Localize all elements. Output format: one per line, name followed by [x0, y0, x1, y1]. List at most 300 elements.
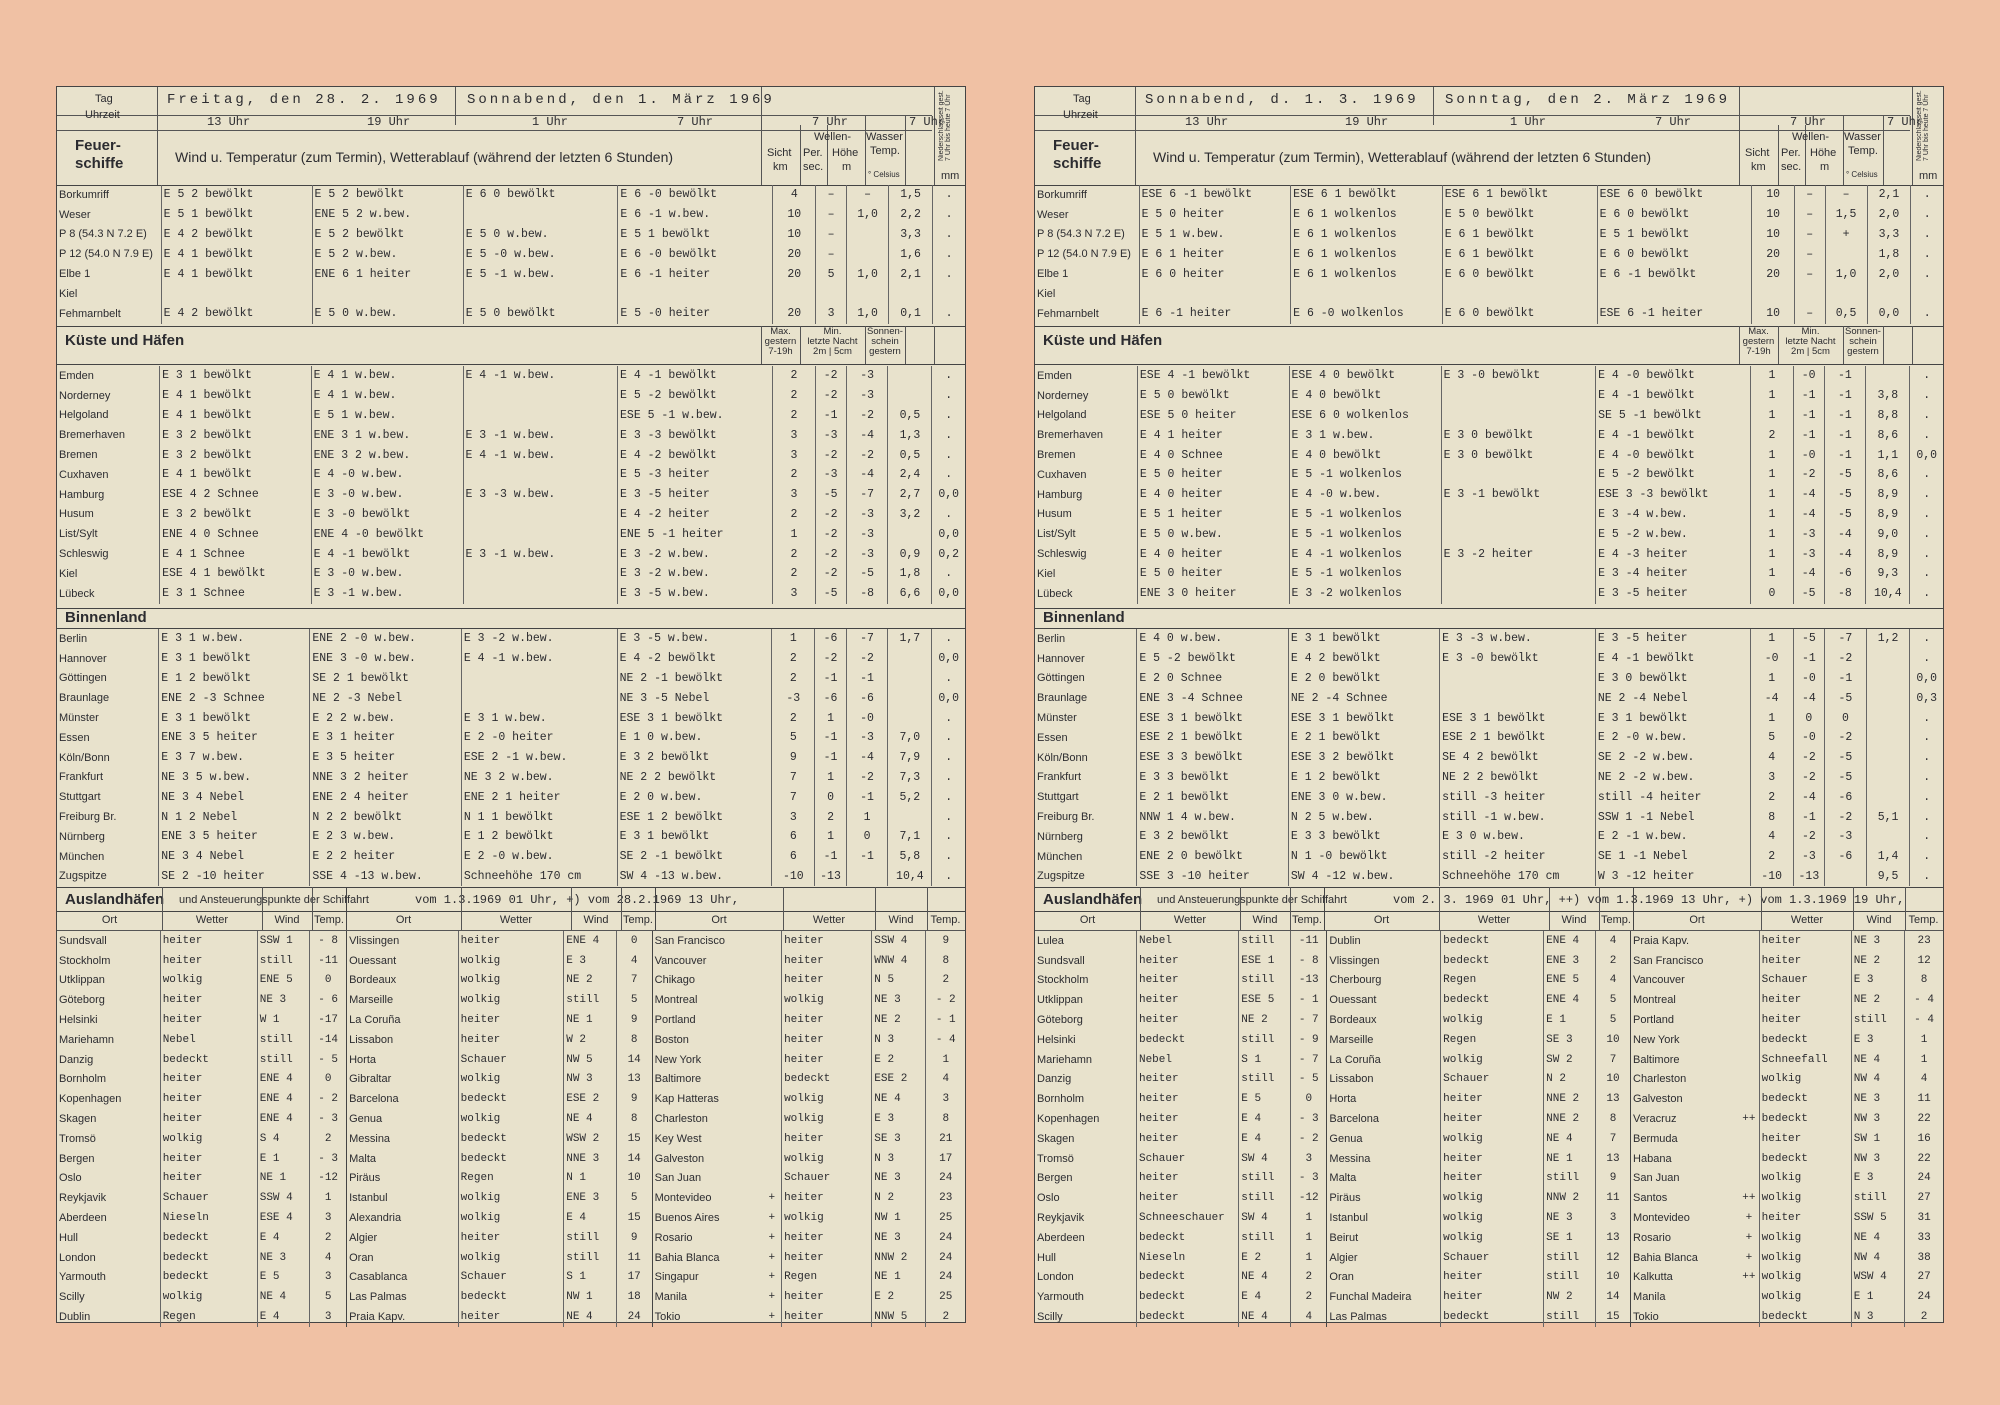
binnen-value-cell: .: [932, 787, 965, 807]
ausl-wetter-cell: Regen: [1441, 971, 1544, 991]
binnen-value-cell: [1866, 728, 1910, 748]
feuer-value-cell: [161, 284, 312, 304]
ausl-temp-cell: 0: [616, 931, 652, 951]
max-label: Max.: [1748, 326, 1769, 337]
feuer-value-cell: 3,3: [889, 225, 933, 245]
ausl-mark-cell: [1739, 1287, 1759, 1307]
feuer-value-cell: 2,1: [1867, 185, 1911, 205]
ausl-wind-cell: E 1: [257, 1149, 309, 1169]
ausl-ort-cell: Charleston: [652, 1109, 762, 1129]
kuste-value-cell: E 3 -5 heiter: [618, 485, 773, 505]
feuer-value-cell: E 6 1 wolkenlos: [1291, 244, 1443, 264]
feuer-value-cell: .: [933, 244, 965, 264]
ausl-ort-cell: Vlissingen: [347, 931, 459, 951]
kuste-value-cell: -7: [846, 485, 888, 505]
ausl-ort-cell: Galveston: [1631, 1089, 1740, 1109]
feuer-value-cell: E 6 1 wolkenlos: [1291, 264, 1443, 284]
ausl-wind-cell: still: [1544, 1307, 1596, 1327]
feuer-row: [57, 264, 965, 284]
binnen-value-cell: .: [932, 748, 965, 768]
kuste-value-cell: .: [1910, 366, 1943, 386]
kuste-value-cell: .: [932, 505, 965, 525]
kuste-value-cell: .: [1910, 524, 1943, 544]
kuste-value-cell: -5: [1824, 505, 1866, 525]
feuer-value-cell: [312, 284, 463, 304]
ausl-temp-cell: 12: [1595, 1248, 1630, 1268]
ausl-ort-cell: Tromsö: [1037, 1152, 1074, 1165]
feuer-value-cell: E 6 -0 wolkenlos: [1291, 304, 1443, 324]
ausl-wind-cell: still: [564, 990, 616, 1010]
feuer-value-cell: 10: [773, 205, 816, 225]
kuste-value-cell: E 4 1 bewölkt: [160, 465, 312, 485]
feuer-value-cell: [1291, 284, 1443, 304]
kuste-value-cell: -2: [815, 386, 846, 406]
feuer-value-cell: 2,1: [889, 264, 933, 284]
ausl-row: [1035, 1228, 1943, 1248]
binnen-station-cell: Berlin: [1037, 632, 1066, 645]
kuste-value-cell: -1: [1824, 445, 1866, 465]
ausl-mark-cell: [1739, 1010, 1759, 1030]
kuste-value-cell: -1: [1793, 406, 1824, 426]
binnen-value-cell: E 3 -0 bewölkt: [1440, 649, 1596, 669]
ausl-temp-cell: 24: [926, 1248, 965, 1268]
ausl-ort-cell: Boston: [652, 1030, 762, 1050]
binnen-value-cell: NNW 1 4 w.bew.: [1137, 807, 1289, 827]
feuer-value-cell: [618, 284, 773, 304]
ausl-temp-cell: 13: [1595, 1149, 1630, 1169]
ausl-wind-cell: NE 4: [1851, 1228, 1904, 1248]
feuer-value-cell: –: [1794, 185, 1825, 205]
ausl-wetter-cell: wolkig: [1441, 1188, 1544, 1208]
ausl-wind-cell: NE 4: [1239, 1307, 1291, 1327]
binnen-value-cell: -4: [1793, 688, 1825, 708]
feuer-station-cell: Weser: [1037, 208, 1069, 221]
ausl-wind-cell: still: [1239, 1188, 1291, 1208]
binnen-value-cell: 0,3: [1910, 688, 1943, 708]
ausl-mark-cell: ++: [1742, 1113, 1756, 1126]
ausl-wetter-cell: Schauer: [1759, 971, 1851, 991]
binnen-value-cell: 5: [772, 728, 815, 748]
ausl-wetter-cell: heiter: [160, 931, 257, 951]
ausl-temp-cell: -12: [310, 1169, 347, 1189]
kuste-row: [57, 505, 965, 525]
ausl-temp-cell: 2: [1291, 1287, 1327, 1307]
kuste-value-cell: 1: [1751, 406, 1793, 426]
ausl-temp-cell: 2: [926, 1307, 965, 1327]
ausl-ort-cell: Scilly: [59, 1291, 85, 1304]
ausl-wind-cell: ENE 3: [564, 1188, 616, 1208]
ausl-temp-cell: 23: [926, 1188, 965, 1208]
ausl-ort-cell: Chikago: [652, 971, 762, 991]
ausl-wind-cell: N 3: [872, 1149, 926, 1169]
kuste-value-cell: [463, 505, 618, 525]
ausl-ort-cell: Piräus: [1327, 1188, 1441, 1208]
ausl-wind-cell: WSW 4: [1851, 1268, 1904, 1288]
ausl-wetter-cell: bedeckt: [458, 1129, 564, 1149]
mm-label: mm: [941, 170, 960, 182]
ausl-wind-cell: E 4: [1239, 1129, 1291, 1149]
uhrzeit-label: Uhrzeit: [85, 109, 120, 121]
binnen-value-cell: Schneehöhe 170 cm: [1440, 867, 1596, 887]
feuer-value-cell: –: [816, 225, 847, 245]
binnen-value-cell: -1: [815, 728, 847, 748]
binnen-station-cell: Göttingen: [59, 672, 107, 685]
kuste-value-cell: E 4 1 bewölkt: [160, 406, 312, 426]
binnen-value-cell: [846, 867, 887, 887]
feuer-value-cell: 2,0: [1867, 264, 1911, 284]
ausl-wetter-cell: heiter: [782, 1030, 872, 1050]
ausl-temp-cell: 16: [1905, 1129, 1943, 1149]
kuste-row: [57, 544, 965, 564]
kuste-value-cell: E 5 0 bewölkt: [1137, 386, 1289, 406]
ausl-ort-cell: Las Palmas: [347, 1287, 459, 1307]
ausl-wind-cell: NE 2: [1239, 1010, 1291, 1030]
ausl-row: [57, 990, 965, 1010]
feuer-value-cell: 20: [1752, 264, 1794, 284]
ausl-wind-cell: NE 1: [564, 1010, 616, 1030]
ausl-wind-cell: N 5: [872, 971, 926, 991]
kuste-value-cell: ENE 3 2 w.bew.: [311, 445, 463, 465]
ausl-wetter-cell: heiter: [160, 1149, 257, 1169]
ausl-temp-cell: 14: [1595, 1287, 1630, 1307]
ausl-wind-cell: NW 3: [564, 1070, 616, 1090]
feuer-value-cell: [1794, 284, 1825, 304]
binnen-value-cell: E 3 2 bewölkt: [1137, 827, 1289, 847]
feuer-value-cell: E 6 0 bewölkt: [1597, 244, 1752, 264]
ausl-wetter-cell: Regen: [1441, 1030, 1544, 1050]
kuste-value-cell: 3,2: [888, 505, 932, 525]
ausl-temp-cell: - 4: [1905, 1010, 1943, 1030]
binnen-value-cell: [1866, 708, 1910, 728]
date-2: Sonnabend, den 1. März 1969: [467, 92, 775, 108]
feuer-station-cell: Borkumriff: [59, 188, 109, 201]
feuer-value-cell: E 5 1 w.bew.: [1139, 225, 1291, 245]
ausl-wetter-cell: heiter: [160, 1089, 257, 1109]
ausl-temp-cell: -11: [310, 951, 347, 971]
ausl-wetter-cell: wolkig: [458, 1070, 564, 1090]
ausl-wetter-cell: Schauer: [458, 1268, 564, 1288]
ausl-ort-cell: Skagen: [1037, 1132, 1075, 1145]
ausl-wetter-cell: bedeckt: [1136, 1287, 1238, 1307]
ausl-temp-cell: 11: [616, 1248, 652, 1268]
col-temp-2: Temp.: [1601, 914, 1631, 926]
binnen-value-cell: 7,0: [888, 728, 932, 748]
ausl-wind-cell: NE 3: [872, 1228, 926, 1248]
ausl-ort-cell: Marseille: [347, 990, 459, 1010]
ausl-ort-cell: Oslo: [1037, 1192, 1060, 1205]
feuer-value-cell: .: [933, 304, 965, 324]
binnen-value-cell: NE 3 4 Nebel: [159, 787, 310, 807]
ausl-ort-cell: Veracruz: [1631, 1109, 1740, 1129]
ausl-wetter-cell: heiter: [1441, 1109, 1544, 1129]
ausl-mark-cell: +: [768, 1251, 776, 1264]
auslandhafen-section: [1034, 887, 1944, 1323]
kuste-value-cell: 10,4: [1866, 584, 1910, 604]
ausl-mark-cell: +: [768, 1291, 776, 1304]
ausl-temp-cell: 0: [310, 971, 347, 991]
ausl-row: [57, 931, 965, 951]
binnen-value-cell: ENE 2 0 bewölkt: [1137, 847, 1289, 867]
ausl-wind-cell: SE 3: [1544, 1030, 1596, 1050]
ausl-temp-cell: 7: [1595, 1050, 1630, 1070]
kuste-value-cell: E 4 1 Schnee: [160, 544, 312, 564]
kuste-value-cell: E 3 -0 w.bew.: [311, 564, 463, 584]
binnen-value-cell: -6: [815, 629, 847, 649]
kuste-value-cell: .: [1910, 485, 1943, 505]
ausl-wetter-cell: bedeckt: [1441, 990, 1544, 1010]
binnen-value-cell: 7,1: [888, 827, 932, 847]
schiffe-label: schiffe: [75, 155, 124, 172]
binnen-value-cell: 5,1: [1866, 807, 1910, 827]
ausl-ort-cell: Danzig: [1037, 1073, 1072, 1086]
binnen-value-cell: E 2 0 w.bew.: [617, 787, 772, 807]
kuste-value-cell: .: [1910, 406, 1943, 426]
ausl-mark-cell: [762, 971, 781, 991]
ausl-row: [57, 1129, 965, 1149]
binnen-row: [57, 847, 965, 867]
ausl-wetter-cell: wolkig: [458, 971, 564, 991]
ausl-ort-cell: Göteborg: [59, 994, 105, 1007]
ausl-temp-cell: 3: [926, 1089, 965, 1109]
ausl-wetter-cell: Nebel: [1136, 931, 1238, 951]
ausl-temp-cell: - 1: [926, 1010, 965, 1030]
kuste-station-cell: Norderney: [59, 389, 111, 402]
ausl-temp-cell: 33: [1905, 1228, 1943, 1248]
kuste-value-cell: -2: [815, 544, 846, 564]
binnen-value-cell: [1440, 688, 1596, 708]
ausl-wetter-cell: bedeckt: [1136, 1268, 1238, 1288]
binnen-value-cell: -2: [1825, 649, 1866, 669]
binnen-value-cell: -1: [1793, 807, 1825, 827]
min-nacht: letzte Nacht: [1785, 336, 1836, 347]
binnen-value-cell: .: [1910, 847, 1943, 867]
binnen-value-cell: SE 4 2 bewölkt: [1440, 748, 1596, 768]
kuste-value-cell: .: [932, 425, 965, 445]
feuer-value-cell: ESE 6 1 bewölkt: [1442, 185, 1597, 205]
kuste-value-cell: 8,9: [1866, 485, 1910, 505]
feuer-value-cell: [1911, 284, 1943, 304]
binnen-value-cell: .: [932, 807, 965, 827]
ausl-ort-cell: Algier: [347, 1228, 459, 1248]
feuer-station-cell: Kiel: [1037, 287, 1056, 300]
binnen-value-cell: -2: [846, 768, 887, 788]
binnen-station-cell: Hannover: [1037, 652, 1085, 665]
kuste-value-cell: [463, 584, 618, 604]
binnen-value-cell: .: [1910, 787, 1943, 807]
min-2m: 2m: [813, 346, 827, 357]
kuste-row: [1035, 505, 1943, 525]
feuer-station-cell: P 12 (54.0 N 7.9 E): [59, 248, 153, 261]
kuste-value-cell: E 3 -0 bewölkt: [311, 505, 463, 525]
ausl-wind-cell: NE 2: [1851, 990, 1904, 1010]
ausl-mark-cell: +: [768, 1271, 776, 1284]
ausl-temp-cell: 10: [1595, 1268, 1630, 1288]
ausl-ort-cell: Helsinki: [59, 1014, 98, 1027]
ausl-temp-cell: 17: [926, 1149, 965, 1169]
ausl-mark-cell: +: [768, 1311, 776, 1324]
ausl-temp-cell: -11: [1291, 931, 1327, 951]
ausl-ort-cell: Vancouver: [652, 951, 762, 971]
feuer-station-cell: Borkumriff: [1037, 188, 1087, 201]
feuer-row: [1035, 244, 1943, 264]
kuste-value-cell: E 4 -1 wolkenlos: [1289, 544, 1441, 564]
ausl-wetter-cell: wolkig: [458, 1109, 564, 1129]
ausl-row: [57, 1307, 965, 1327]
ausl-ort-cell: Aberdeen: [59, 1212, 107, 1225]
binnen-row: [57, 787, 965, 807]
max-hours: 7-19h: [1746, 346, 1771, 357]
feuer-value-cell: +: [1825, 225, 1867, 245]
feuer-value-cell: E 6 -1 w.bew.: [618, 205, 773, 225]
ausl-row: [1035, 1050, 1943, 1070]
kuste-value-cell: -8: [846, 584, 888, 604]
kuste-value-cell: .: [1910, 564, 1943, 584]
binnen-value-cell: SE 2 -2 w.bew.: [1595, 748, 1750, 768]
feuer-value-cell: E 6 -1 heiter: [1139, 304, 1291, 324]
col-wetter-1: Wetter: [1173, 914, 1207, 926]
binnen-value-cell: -0: [1793, 669, 1825, 689]
binnen-value-cell: -3: [846, 728, 887, 748]
feuer-value-cell: E 6 0 bewölkt: [1442, 304, 1597, 324]
time-5: 7 Uhr: [1790, 115, 1827, 129]
ausl-wetter-cell: heiter: [1441, 1169, 1544, 1189]
ausl-row: [1035, 1268, 1943, 1288]
binnen-value-cell: NE 2 2 bewölkt: [617, 768, 772, 788]
binnen-value-cell: [1825, 867, 1866, 887]
binnen-row: [1035, 649, 1943, 669]
kuste-value-cell: 0,0: [1910, 445, 1943, 465]
kuste-value-cell: -5: [815, 485, 846, 505]
binnen-value-cell: ESE 3 3 bewölkt: [1137, 748, 1289, 768]
ausl-wind-cell: still: [1239, 931, 1291, 951]
feuer-value-cell: 0,1: [889, 304, 933, 324]
ausl-wind-cell: E 3: [1851, 1169, 1904, 1189]
kuste-value-cell: ENE 3 1 w.bew.: [311, 425, 463, 445]
hohe-label: Höhe: [832, 147, 859, 159]
binnen-value-cell: E 5 -2 bewölkt: [1137, 649, 1289, 669]
kuste-value-cell: 2: [773, 564, 815, 584]
ausl-ort-cell: Piräus: [347, 1169, 459, 1189]
kuste-value-cell: E 3 1 w.bew.: [1289, 425, 1441, 445]
feuer-value-cell: ESE 6 -1 bewölkt: [1139, 185, 1291, 205]
kuste-station-cell: Helgoland: [59, 409, 109, 422]
ausl-temp-cell: 5: [1595, 990, 1630, 1010]
binnen-value-cell: -7: [846, 629, 887, 649]
ausl-ort-cell: Rosario: [1631, 1228, 1740, 1248]
time-1: 13 Uhr: [207, 115, 251, 129]
kuste-value-cell: -1: [815, 406, 846, 426]
binnen-value-cell: 2: [1750, 847, 1793, 867]
binnen-value-cell: -1: [815, 748, 847, 768]
binnen-value-cell: 2: [1750, 787, 1793, 807]
binnen-value-cell: 1: [1750, 629, 1793, 649]
ausl-temp-cell: 24: [926, 1228, 965, 1248]
kuste-value-cell: 0,0: [932, 584, 965, 604]
ausl-wetter-cell: heiter: [782, 971, 872, 991]
binnen-value-cell: [1866, 768, 1910, 788]
binnen-station-cell: Braunlage: [1037, 692, 1088, 705]
col-wetter-3: Wetter: [812, 914, 846, 926]
ausl-row: [1035, 990, 1943, 1010]
binnen-value-cell: 1: [815, 827, 847, 847]
ausl-temp-cell: 11: [1905, 1089, 1943, 1109]
binnen-row: [57, 669, 965, 689]
binnen-value-cell: 9: [772, 748, 815, 768]
kuste-station-cell: Norderney: [1037, 389, 1089, 402]
ausl-subtitle: und Ansteuerungspunkte der Schiffahrt: [1157, 894, 1347, 906]
ausl-wind-cell: N 2: [1544, 1070, 1596, 1090]
ausl-temp-cell: 5: [310, 1287, 347, 1307]
binnen-value-cell: E 4 2 bewölkt: [1288, 649, 1439, 669]
col-ort-3: Ort: [1689, 914, 1705, 926]
ausl-mark-cell: [1739, 1050, 1759, 1070]
binnen-value-cell: ENE 3 5 heiter: [159, 728, 310, 748]
col-ort-3: Ort: [711, 914, 727, 926]
ausl-row: [57, 1248, 965, 1268]
binnen-value-cell: -3: [1825, 827, 1866, 847]
binnen-value-cell: ENE 3 5 heiter: [159, 827, 310, 847]
binnen-value-cell: .: [1910, 728, 1943, 748]
kuste-value-cell: E 3 0 bewölkt: [1441, 445, 1596, 465]
time-3: 1 Uhr: [1510, 115, 1547, 129]
binnen-value-cell: NE 2 2 bewölkt: [1440, 768, 1596, 788]
ausl-wetter-cell: wolkig: [160, 1129, 257, 1149]
kuste-station-cell: Schleswig: [1037, 548, 1087, 561]
kuste-value-cell: E 3 -0 bewölkt: [1441, 366, 1596, 386]
uhrzeit-label: Uhrzeit: [1063, 109, 1098, 121]
kuste-row: [57, 564, 965, 584]
feuer-value-cell: .: [1911, 225, 1943, 245]
tag-label: Tag: [1073, 93, 1091, 105]
kuste-title: Küste und Häfen: [65, 332, 185, 349]
binnen-value-cell: SE 2 1 bewölkt: [310, 669, 462, 689]
kuste-station-cell: Cuxhaven: [1037, 468, 1087, 481]
col-wind-2: Wind: [583, 914, 609, 926]
ausl-temp-cell: 4: [1905, 1070, 1943, 1090]
ausl-wind-cell: E 5: [257, 1268, 309, 1288]
col-wetter-1: Wetter: [195, 914, 229, 926]
feuer-value-cell: [1442, 284, 1597, 304]
ausl-temp-cell: - 4: [1905, 990, 1943, 1010]
ausl-ort-cell: Hull: [59, 1231, 78, 1244]
binnen-value-cell: 2: [772, 708, 815, 728]
binnen-row: [1035, 807, 1943, 827]
binnen-value-cell: -2: [1793, 827, 1825, 847]
ausl-ort-cell: Bordeaux: [1327, 1010, 1441, 1030]
ausl-wetter-cell: Schauer: [458, 1050, 564, 1070]
sicht-label: Sicht: [1745, 147, 1770, 159]
binnen-row: [1035, 768, 1943, 788]
ausl-temp-cell: - 5: [1291, 1070, 1327, 1090]
kuste-value-cell: 0,0: [932, 485, 965, 505]
binnen-row: [57, 768, 965, 788]
ausl-temp-cell: 3: [1291, 1149, 1327, 1169]
binnen-value-cell: .: [1910, 748, 1943, 768]
binnen-value-cell: E 2 2 w.bew.: [310, 708, 462, 728]
kuste-section: Küste und Häfen Max. gestern 7-19h Min. letzte Nacht 2m | 5cm Sonnen- schein gestern Emden E 3 1 bewölkt E 4 1 w.bew. E 4 -1 w.bew. E 4 -1 bewölkt 2 -2 -3 . Norderney E 4 1 bewölkt E 4 1 w.bew. E 5 -2 bewölkt 2 -2 -3 . Helgoland E 4 1 bewölkt E 5 1 w.bew. ESE 5 -1 w.bew. 2 -1 -2 0,5 . Bremerhaven E 3 2 bewölkt ENE 3 1 w.bew. E 3 -1 w.bew. E 3 -3 bewölkt 3 -3 -4 1,3 . Bremen E 3 2 bewölkt ENE 3 2 w.bew. E 4 -1 w.bew. E 4 -2 bewölkt 3 -2 -2 0,5 . Cuxhaven E 4 1 bewölkt E 4 -0 w.bew. E 5 -3 heiter 2 -3 -4 2,4 . Hamburg ESE 4 2 Schnee E 3 -0 w.bew. E 3 -3 w.bew. E 3 -5 heiter 3 -5 -7 2,7 0,0 Husum E 3 2 bewölkt E 3 -0 bewölkt E 4 -2 heiter 2 -2 -3 3,2 . List/Sylt ENE 4 0 Schnee ENE 4 -0 bewölkt ENE 5 -1 heiter 1 -2 -3 0,0 Schleswig E 4 1 Schnee E 4 -1 bewölkt E 3 -1 w.bew. E 3 -2 w.bew. 2 -2 -3 0,9 0,2 Kiel ESE 4 1 bewölkt E 3 -0 w.bew. E 3 -2 w.bew. 2 -2 -5 1,8 . Lübeck E 3 1 Schnee E 3 -1 w.bew. E 3 -5 w.bew. 3 -5 -8 6,6 0,0: [56, 326, 966, 609]
feuer-row: [57, 284, 965, 304]
kuste-value-cell: 1: [1751, 485, 1793, 505]
ausl-row: [1035, 1248, 1943, 1268]
binnen-value-cell: still -1 w.bew.: [1440, 807, 1596, 827]
kuste-row: [57, 406, 965, 426]
ausl-wind-cell: NE 1: [1544, 1149, 1596, 1169]
binnen-value-cell: -10: [1750, 867, 1793, 887]
feuer-value-cell: [1752, 284, 1794, 304]
binnen-value-cell: 4: [1750, 748, 1793, 768]
feuer-value-cell: ESE 6 0 bewölkt: [1597, 185, 1752, 205]
ausl-wind-cell: ENE 4: [1544, 931, 1596, 951]
